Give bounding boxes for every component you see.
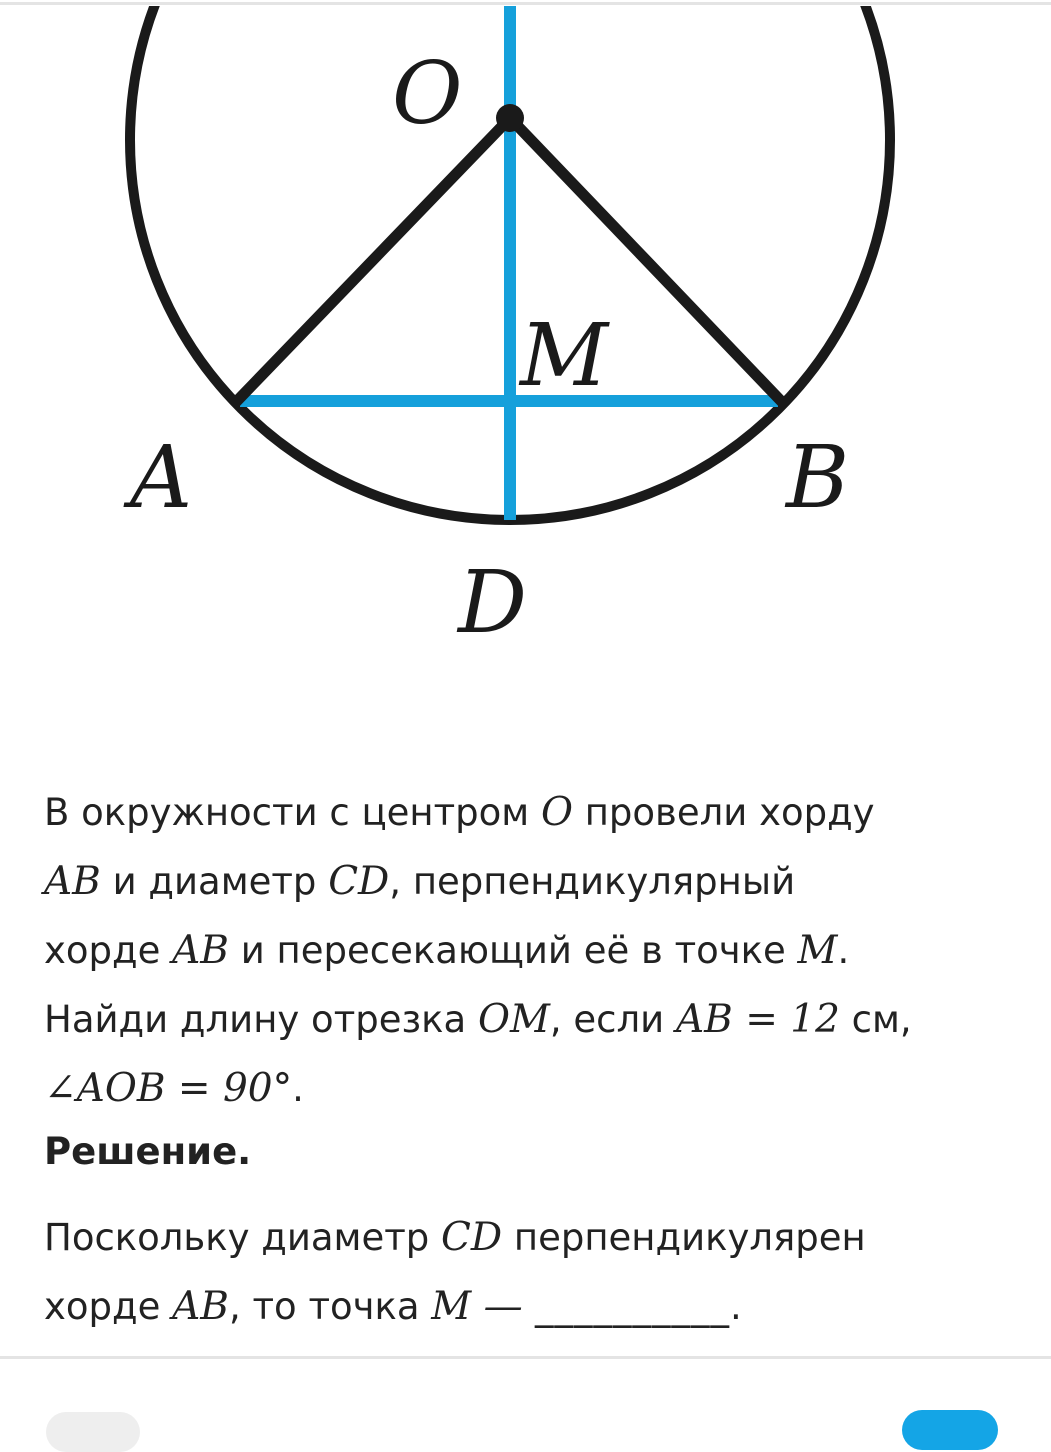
problem-line-2: AB и диаметр CD, перпендикулярный <box>44 859 796 904</box>
answer-blank[interactable]: __________ <box>535 1285 731 1328</box>
problem-line-1: В окружности с центром O провели хорду <box>44 790 875 835</box>
geometry-diagram <box>0 0 1051 700</box>
label-b: B <box>786 428 850 528</box>
primary-button[interactable] <box>902 1410 998 1450</box>
problem-text <box>44 778 1024 1341</box>
label-d: D <box>458 553 527 653</box>
problem-line-3: хорде AB и пересекающий её в точке M. <box>44 928 850 973</box>
center-point-o <box>496 104 524 132</box>
label-m: M <box>520 306 609 406</box>
label-a: A <box>130 428 193 528</box>
solution-heading: Решение. <box>44 1130 252 1173</box>
label-o: O <box>392 44 463 144</box>
solution-text <box>44 1203 1024 1341</box>
secondary-button[interactable] <box>46 1412 140 1452</box>
problem-statement <box>44 778 1024 1123</box>
radius-oa <box>236 118 510 402</box>
bottom-divider <box>0 1356 1051 1359</box>
problem-line-5: ∠AOB = 90°. <box>44 1066 304 1111</box>
problem-line-4: Найди длину отрезка OM, если AB = 12 см, <box>44 997 912 1042</box>
solution-line-2: хорде AB, то точка M — __________. <box>44 1284 742 1329</box>
solution-line-1: Поскольку диаметр CD перпендикулярен <box>44 1215 866 1260</box>
